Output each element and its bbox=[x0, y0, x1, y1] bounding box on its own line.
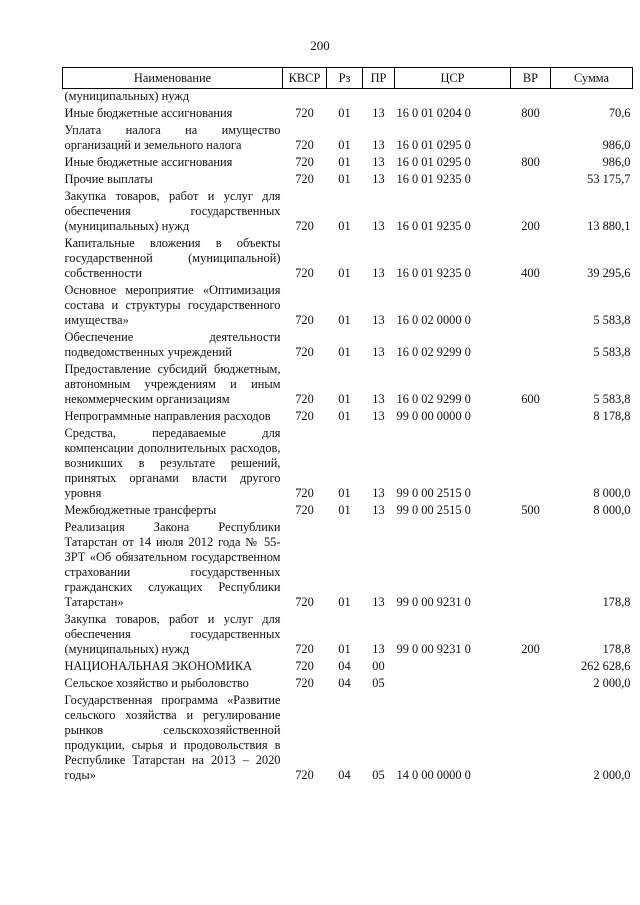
cell-name: Обеспечение деятельности подведомственных учреждений bbox=[64, 330, 281, 359]
cell-csr: 16 0 01 0295 0 bbox=[396, 138, 471, 152]
table-row bbox=[63, 170, 633, 187]
cell-vr: 200 bbox=[521, 642, 540, 656]
header-rz: Рз bbox=[327, 68, 363, 89]
cell-name: Непрограммные направления расходов bbox=[64, 409, 271, 423]
header-kvsr: КВСР bbox=[283, 68, 327, 89]
cell-name: Межбюджетные трансферты bbox=[64, 503, 217, 517]
table-row bbox=[63, 657, 633, 674]
cell-kvsr: 720 bbox=[295, 219, 314, 233]
cell-kvsr: 720 bbox=[295, 345, 314, 359]
cell-kvsr: 720 bbox=[295, 486, 314, 500]
cell-rz bbox=[327, 89, 363, 105]
cell-name: Реализация Закона Республики Татарстан от 14 июля 2012 года № 55-ЗРТ «Об обязательном государственном страховании государственных гражданских служащих Республики Татарстан» bbox=[64, 520, 281, 609]
table-row bbox=[63, 153, 633, 170]
cell-rz: 01 bbox=[338, 486, 351, 500]
cell-vr bbox=[511, 674, 551, 691]
cell-csr: 16 0 01 9235 0 bbox=[396, 219, 471, 233]
cell-pr: 13 bbox=[372, 155, 385, 169]
cell-pr: 13 bbox=[372, 503, 385, 517]
cell-csr bbox=[395, 89, 511, 105]
cell-name: Иные бюджетные ассигнования bbox=[64, 106, 233, 120]
cell-sum: 13 880,1 bbox=[587, 219, 631, 233]
cell-vr bbox=[511, 281, 551, 328]
table-row bbox=[63, 104, 633, 121]
cell-kvsr: 720 bbox=[295, 409, 314, 423]
cell-pr: 05 bbox=[372, 768, 385, 782]
header-csr: ЦСР bbox=[395, 68, 511, 89]
cell-kvsr: 720 bbox=[295, 155, 314, 169]
cell-rz: 01 bbox=[338, 106, 351, 120]
cell-kvsr: 720 bbox=[295, 313, 314, 327]
cell-sum: 262 628,6 bbox=[580, 659, 631, 673]
cell-pr: 13 bbox=[372, 392, 385, 406]
cell-rz: 01 bbox=[338, 503, 351, 517]
cell-sum: 5 583,8 bbox=[593, 345, 631, 359]
cell-sum: 178,8 bbox=[602, 595, 631, 609]
cell-vr bbox=[511, 424, 551, 501]
cell-vr bbox=[511, 89, 551, 105]
cell-kvsr: 720 bbox=[295, 642, 314, 656]
cell-csr: 99 0 00 9231 0 bbox=[396, 642, 471, 656]
cell-vr bbox=[511, 691, 551, 783]
cell-sum: 178,8 bbox=[602, 642, 631, 656]
cell-pr: 13 bbox=[372, 642, 385, 656]
table-row bbox=[63, 424, 633, 501]
cell-kvsr: 720 bbox=[295, 659, 314, 673]
table-row bbox=[63, 691, 633, 783]
header-name: Наименование bbox=[63, 68, 283, 89]
table-row bbox=[63, 234, 633, 281]
cell-sum: 5 583,8 bbox=[593, 313, 631, 327]
cell-vr: 500 bbox=[521, 503, 540, 517]
header-pr: ПР bbox=[363, 68, 395, 89]
cell-sum: 5 583,8 bbox=[593, 392, 631, 406]
table-row bbox=[63, 501, 633, 518]
table-row bbox=[63, 121, 633, 153]
cell-csr: 99 0 00 9231 0 bbox=[396, 595, 471, 609]
cell-rz: 01 bbox=[338, 313, 351, 327]
table-row bbox=[63, 328, 633, 360]
cell-kvsr: 720 bbox=[295, 266, 314, 280]
cell-csr: 16 0 01 9235 0 bbox=[396, 266, 471, 280]
cell-vr bbox=[511, 518, 551, 610]
table-row bbox=[63, 360, 633, 407]
cell-name: Уплата налога на имущество организаций и земельного налога bbox=[64, 123, 281, 152]
cell-vr: 200 bbox=[521, 219, 540, 233]
table-row bbox=[63, 407, 633, 424]
cell-kvsr bbox=[283, 89, 327, 105]
cell-rz: 04 bbox=[338, 659, 351, 673]
cell-rz: 01 bbox=[338, 642, 351, 656]
cell-csr: 16 0 01 9235 0 bbox=[396, 172, 471, 186]
cell-vr bbox=[511, 407, 551, 424]
cell-csr: 99 0 00 2515 0 bbox=[396, 503, 471, 517]
cell-rz: 01 bbox=[338, 138, 351, 152]
cell-csr: 99 0 00 0000 0 bbox=[396, 409, 471, 423]
cell-csr: 16 0 01 0295 0 bbox=[396, 155, 471, 169]
cell-kvsr: 720 bbox=[295, 768, 314, 782]
header-sum: Сумма bbox=[551, 68, 633, 89]
cell-vr: 800 bbox=[521, 155, 540, 169]
cell-csr: 16 0 01 0204 0 bbox=[396, 106, 471, 120]
cell-rz: 04 bbox=[338, 768, 351, 782]
cell-name: Иные бюджетные ассигнования bbox=[64, 155, 233, 169]
cell-sum: 8 000,0 bbox=[593, 503, 631, 517]
table-row bbox=[63, 518, 633, 610]
cell-vr: 400 bbox=[521, 266, 540, 280]
cell-rz: 01 bbox=[338, 219, 351, 233]
table-row bbox=[63, 281, 633, 328]
cell-pr: 05 bbox=[372, 676, 385, 690]
cell-name: Капитальные вложения в объекты государственной (муниципальной) собственности bbox=[64, 236, 281, 280]
page-number: 200 bbox=[310, 38, 330, 53]
cell-pr bbox=[363, 89, 395, 105]
table-header-row bbox=[63, 68, 633, 89]
table-row bbox=[63, 674, 633, 691]
cell-vr: 800 bbox=[521, 106, 540, 120]
cell-sum: 2 000,0 bbox=[593, 768, 631, 782]
cell-pr: 13 bbox=[372, 409, 385, 423]
cell-rz: 01 bbox=[338, 155, 351, 169]
cell-pr: 13 bbox=[372, 313, 385, 327]
cell-pr: 13 bbox=[372, 138, 385, 152]
cell-sum: 2 000,0 bbox=[593, 676, 631, 690]
cell-rz: 01 bbox=[338, 392, 351, 406]
cell-sum: 53 175,7 bbox=[587, 172, 631, 186]
cell-kvsr: 720 bbox=[295, 138, 314, 152]
cell-vr bbox=[511, 328, 551, 360]
cell-rz: 01 bbox=[338, 266, 351, 280]
cell-csr: 99 0 00 2515 0 bbox=[396, 486, 471, 500]
cell-vr bbox=[511, 121, 551, 153]
table-row bbox=[63, 187, 633, 234]
cell-csr: 14 0 00 0000 0 bbox=[396, 768, 471, 782]
cell-sum: 39 295,6 bbox=[587, 266, 631, 280]
cell-pr: 00 bbox=[372, 659, 385, 673]
cell-rz: 01 bbox=[338, 595, 351, 609]
cell-name: Государственная программа «Развитие сельского хозяйства и регулирование рынков сельскохозяйственной продукции, сырья и продовольствия в Республике Татарстан на 2013 – 2020 годы» bbox=[64, 693, 281, 782]
cell-pr: 13 bbox=[372, 219, 385, 233]
cell-rz: 01 bbox=[338, 409, 351, 423]
cell-vr bbox=[511, 657, 551, 674]
cell-name: Закупка товаров, работ и услуг для обеспечения государственных (муниципальных) нужд bbox=[64, 612, 281, 656]
cell-name: НАЦИОНАЛЬНАЯ ЭКОНОМИКА bbox=[64, 659, 253, 673]
cell-csr: 16 0 02 0000 0 bbox=[396, 313, 471, 327]
cell-name: Закупка товаров, работ и услуг для обеспечения государственных (муниципальных) нужд bbox=[64, 189, 281, 233]
cell-kvsr: 720 bbox=[295, 676, 314, 690]
cell-name: Прочие выплаты bbox=[64, 172, 153, 186]
cell-pr: 13 bbox=[372, 106, 385, 120]
cell-sum: 986,0 bbox=[602, 155, 631, 169]
cell-csr: 16 0 02 9299 0 bbox=[396, 392, 471, 406]
cell-name: Средства, передаваемые для компенсации дополнительных расходов, возникших в результате решений, принятых органами власти другого уровня bbox=[64, 426, 281, 500]
cell-kvsr: 720 bbox=[295, 106, 314, 120]
cell-sum: 8 000,0 bbox=[593, 486, 631, 500]
cell-name: Основное мероприятие «Оптимизация состава и структуры государственного имущества» bbox=[64, 283, 281, 327]
cell-name: (муниципальных) нужд bbox=[64, 89, 190, 103]
cell-kvsr: 720 bbox=[295, 392, 314, 406]
cell-csr bbox=[395, 657, 511, 674]
cell-csr: 16 0 02 9299 0 bbox=[396, 345, 471, 359]
cell-sum: 8 178,8 bbox=[593, 409, 631, 423]
cell-kvsr: 720 bbox=[295, 595, 314, 609]
cell-vr: 600 bbox=[521, 392, 540, 406]
cell-kvsr: 720 bbox=[295, 172, 314, 186]
cell-sum bbox=[551, 89, 633, 105]
cell-pr: 13 bbox=[372, 486, 385, 500]
table-row bbox=[63, 89, 633, 105]
cell-pr: 13 bbox=[372, 172, 385, 186]
cell-rz: 04 bbox=[338, 676, 351, 690]
cell-rz: 01 bbox=[338, 172, 351, 186]
table-row bbox=[63, 610, 633, 657]
cell-csr bbox=[395, 674, 511, 691]
cell-sum: 986,0 bbox=[602, 138, 631, 152]
cell-name: Предоставление субсидий бюджетным, автономным учреждениям и иным некоммерческим организациям bbox=[64, 362, 281, 406]
cell-kvsr: 720 bbox=[295, 503, 314, 517]
cell-rz: 01 bbox=[338, 345, 351, 359]
budget-table bbox=[62, 67, 633, 783]
cell-sum: 70,6 bbox=[608, 106, 631, 120]
cell-name: Сельское хозяйство и рыболовство bbox=[64, 676, 249, 690]
header-vr: ВР bbox=[511, 68, 551, 89]
cell-vr bbox=[511, 170, 551, 187]
cell-pr: 13 bbox=[372, 266, 385, 280]
cell-pr: 13 bbox=[372, 595, 385, 609]
cell-pr: 13 bbox=[372, 345, 385, 359]
